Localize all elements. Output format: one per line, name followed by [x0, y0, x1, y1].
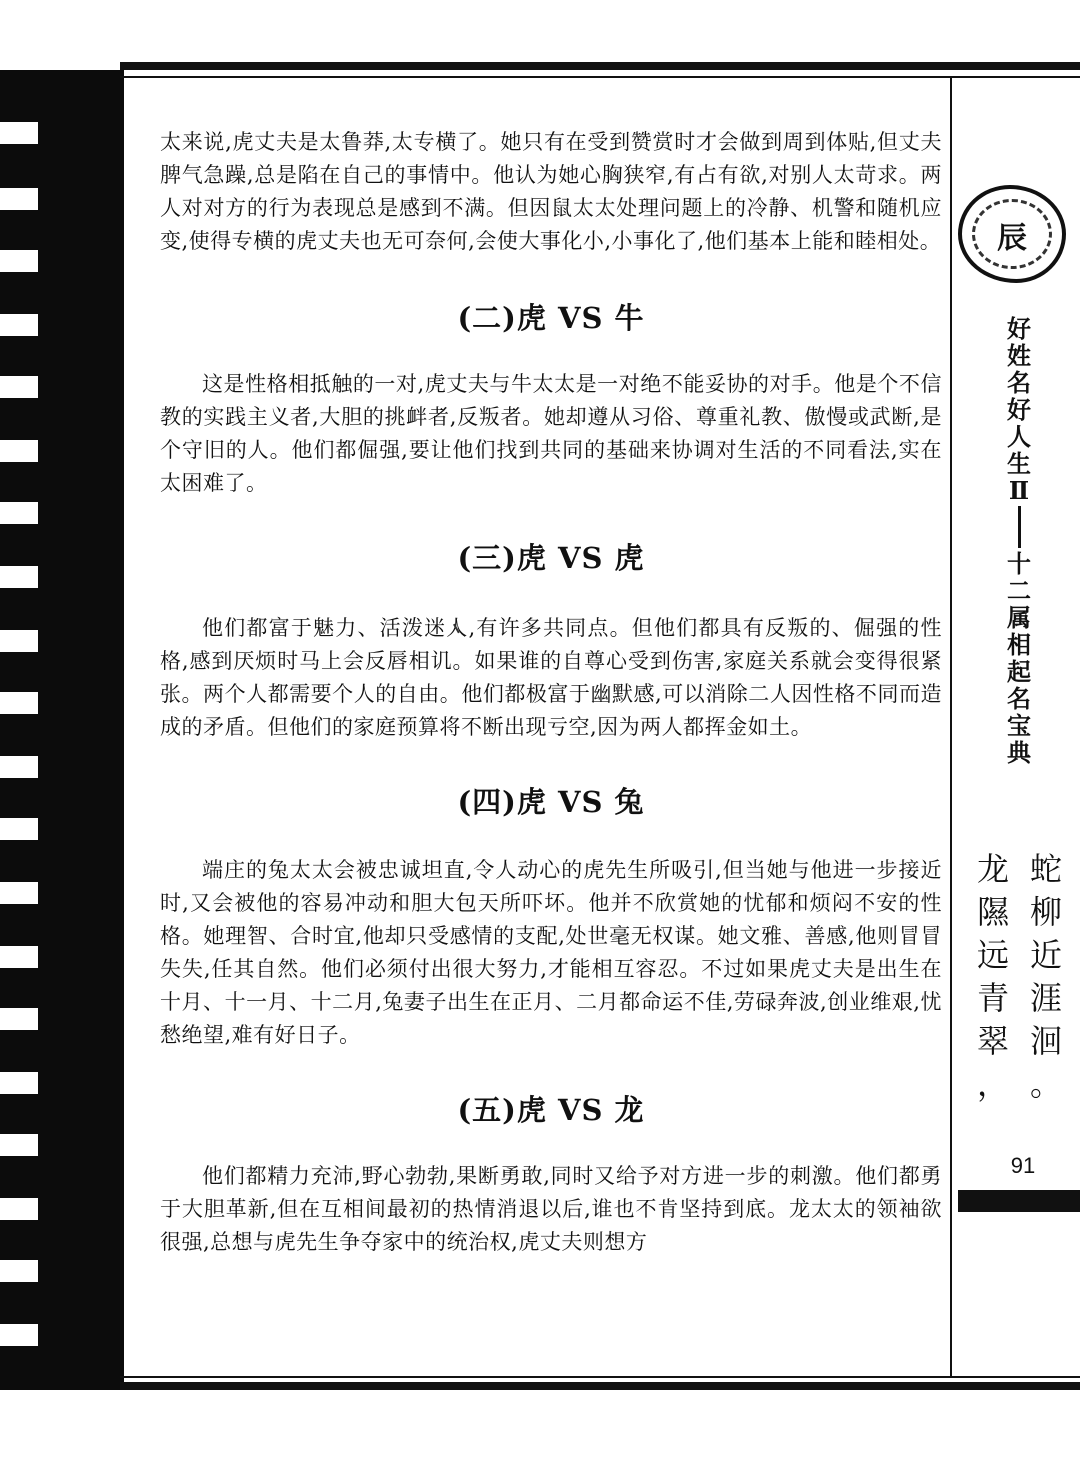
title-char: 姓 [1007, 341, 1031, 370]
title-char: 名 [1007, 368, 1031, 397]
poem-column-left [972, 848, 1014, 1106]
title-char: 好 [1007, 395, 1031, 424]
poem-char: 。 [1029, 1065, 1062, 1103]
title-dash [1018, 506, 1021, 548]
top-rule [120, 62, 1080, 70]
title-char: 相 [1007, 630, 1031, 659]
section-paragraph: 他们都精力充沛,野心勃勃,果断勇敢,同时又给予对方进一步的刺激。他们都勇于大胆革新,但在互相间最初的热情消退以后,谁也不肯坚持到底。龙太太的领袖欲很强,总想与虎先生争夺家中的统治权,虎丈夫则想方 [160, 1164, 942, 1254]
intro-paragraph: 太来说,虎丈夫是太鲁莽,太专横了。她只有在受到赞赏时才会做到周到体贴,但丈夫脾气急躁,总是陷在自己的事情中。他认为她心胸狭窄,有占有欲,对别人太苛求。两人对对方的行为表现总是感到不满。但因鼠太太处理问题上的冷静、机警和随机应变,使得专横的虎丈夫也无可奈何,会使大事化小,小事化了,他们基本上能和睦相处。 [160, 130, 942, 253]
title-char: 起 [1007, 657, 1031, 686]
poem-char: ， [976, 1065, 1009, 1103]
title-char: 十 [1007, 549, 1031, 578]
emblem-char: 辰 [997, 221, 1027, 256]
bottom-rule-thin [120, 1376, 1080, 1378]
book-title-vertical [1004, 315, 1034, 766]
title-char: 生 [1007, 449, 1031, 478]
section-heading: (四)虎 VS 兔 [457, 785, 645, 819]
poem-char: 青 [976, 979, 1009, 1017]
poem-column-right [1025, 848, 1067, 1106]
section-heading: (五)虎 VS 龙 [457, 1093, 645, 1127]
title-char: 二 [1007, 576, 1031, 605]
margin-divider [950, 76, 952, 1376]
page-body [160, 126, 942, 1259]
title-char: 宝 [1007, 711, 1031, 740]
top-rule-thin [120, 76, 1080, 78]
binding-strip [0, 70, 124, 1390]
poem-char: 翠 [976, 1022, 1009, 1060]
poem-char: 远 [976, 936, 1009, 974]
poem-char: 涯 [1029, 979, 1062, 1017]
section-heading: (三)虎 VS 虎 [457, 541, 645, 575]
section-paragraph: 端庄的兔太太会被忠诚坦直,令人动心的虎先生所吸引,但当她与他进一步接近时,又会被他的容易冲动和胆大包天所吓坏。他并不欣赏她的忧郁和烦闷不安的性格。她理智、合时宜,他却只受感情的支配,处世毫无权谋。她文雅、善感,他则冒冒失失,任其自然。他们必须付出很大努力,才能相互容忍。不过如果虎丈夫是出生在十月、十一月、十二月,兔妻子出生在正月、二月都命运不佳,劳碌奔波,创业维艰,忧愁绝望,难有好日子。 [160, 858, 942, 1047]
section-paragraph: 这是性格相抵触的一对,虎丈夫与牛太太是一对绝不能妥协的对手。他是个不信教的实践主义者,大胆的挑衅者,反叛者。她却遵从习俗、尊重礼教、傲慢或武断,是个守旧的人。他们都倔强,要让他们找到共同的基础来协调对生活的不同看法,实在太困难了。 [160, 372, 942, 495]
poem-char: 近 [1029, 936, 1062, 974]
poem-char: 柳 [1029, 893, 1062, 931]
poem-char: 洄 [1029, 1022, 1062, 1060]
page-number: 91 [1010, 1153, 1036, 1178]
title-char: 属 [1007, 603, 1031, 632]
bottom-rule [120, 1382, 1080, 1390]
page-number-bar [958, 1190, 1080, 1212]
title-char: 典 [1007, 738, 1031, 767]
poem-char: 蛇 [1029, 850, 1062, 888]
poem-char: 龙 [976, 850, 1009, 888]
section-paragraph: 他们都富于魅力、活泼迷人,有许多共同点。但他们都具有反叛的、倔强的性格,感到厌烦时马上会反唇相讥。如果谁的自尊心受到伤害,家庭关系就会变得很紧张。两个人都需要个人的自由。他们都极富于幽默感,可以消除二人因性格不同而造成的矛盾。但他们的家庭预算将不断出现亏空,因为两人都挥金如土。 [160, 616, 942, 739]
poem-char: 隰 [976, 893, 1009, 931]
dragon-emblem-icon [958, 185, 1066, 283]
title-char: 名 [1007, 684, 1031, 713]
section-heading: (二)虎 VS 牛 [457, 301, 645, 335]
title-char: Ⅱ [1008, 476, 1030, 505]
title-char: 人 [1007, 422, 1031, 451]
title-char: 好 [1007, 314, 1031, 343]
